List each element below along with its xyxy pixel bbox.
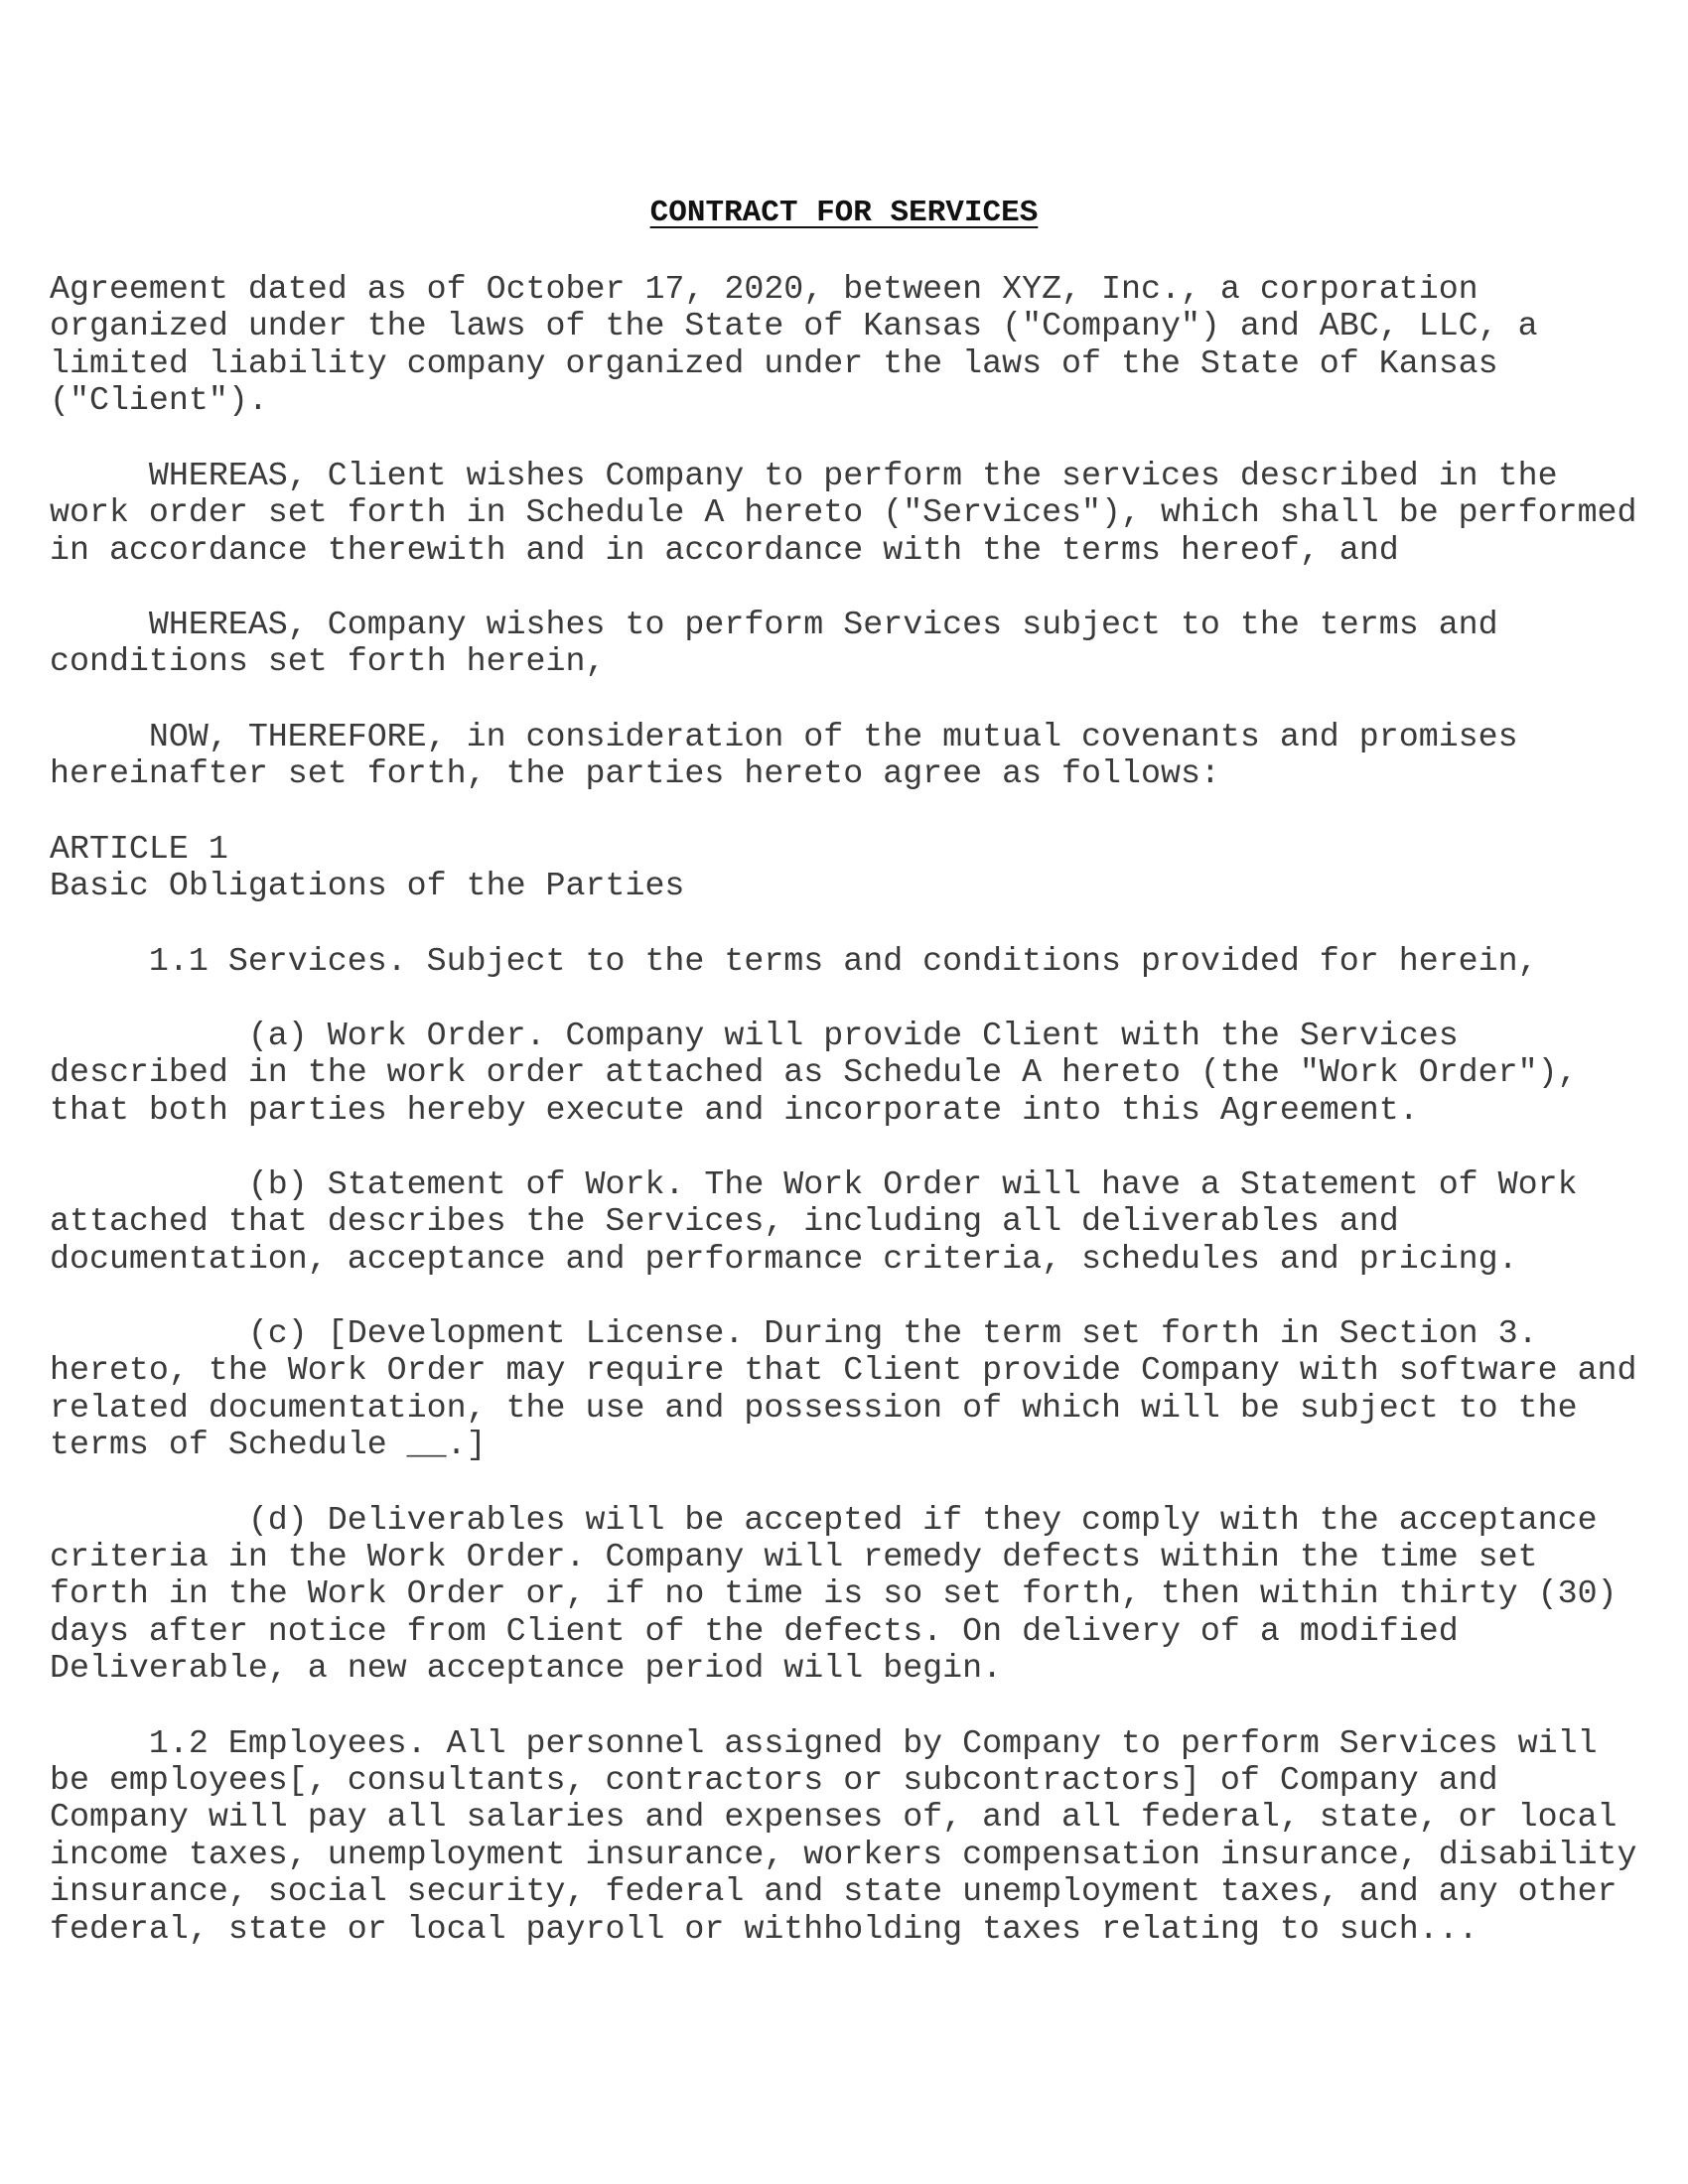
whereas-1-line-1: WHEREAS, Client wishes Company to perform the services described in the: [50, 457, 1558, 494]
whereas-1-line-2: work order set forth in Schedule A hereto ("Services"), which shall be performed: [50, 493, 1637, 531]
clause-c-line-1: (c) [Development License. During the term set forth in Section 3.: [50, 1314, 1538, 1352]
section-1-2-line-6: federal, state or local payroll or withholding taxes relating to such...: [50, 1910, 1478, 1948]
section-1-2-line-4: income taxes, unemployment insurance, workers compensation insurance, disability: [50, 1836, 1637, 1873]
clause-c-line-2: hereto, the Work Order may require that Client provide Company with software and: [50, 1351, 1637, 1389]
clause-d-line-5: Deliverable, a new acceptance period will begin.: [50, 1649, 1003, 1687]
clause-a-line-3: that both parties hereby execute and incorporate into this Agreement.: [50, 1091, 1419, 1129]
article-subheading: Basic Obligations of the Parties: [50, 867, 685, 904]
section-1-2-line-2: be employees[, consultants, contractors or subcontractors] of Company and: [50, 1761, 1498, 1799]
now-therefore-line-2: hereinafter set forth, the parties hereto agree as follows:: [50, 754, 1220, 792]
clause-b-line-1: (b) Statement of Work. The Work Order will have a Statement of Work: [50, 1165, 1578, 1203]
whereas-2-line-1: WHEREAS, Company wishes to perform Services subject to the terms and: [50, 606, 1498, 643]
whereas-1-line-3: in accordance therewith and in accordance with the terms hereof, and: [50, 531, 1399, 569]
document-title-text: CONTRACT FOR SERVICES: [649, 196, 1039, 230]
clause-d-line-3: forth in the Work Order or, if no time is so set forth, then within thirty (30): [50, 1574, 1618, 1612]
document-title: [0, 195, 1688, 232]
article-heading: ARTICLE 1: [50, 830, 228, 868]
clause-c-line-3: related documentation, the use and possession of which will be subject to the: [50, 1389, 1578, 1427]
section-1-2-line-3: Company will pay all salaries and expenses of, and all federal, state, or local: [50, 1798, 1618, 1836]
clause-d-line-1: (d) Deliverables will be accepted if they comply with the acceptance: [50, 1501, 1598, 1539]
preamble-line-2: organized under the laws of the State of Kansas ("Company") and ABC, LLC, a: [50, 307, 1538, 344]
clause-b-line-2: attached that describes the Services, including all deliverables and: [50, 1202, 1399, 1240]
preamble-line-4: ("Client").: [50, 381, 268, 419]
now-therefore-line-1: NOW, THEREFORE, in consideration of the mutual covenants and promises: [50, 718, 1518, 755]
whereas-2-line-2: conditions set forth herein,: [50, 642, 606, 680]
section-1-1-line-1: 1.1 Services. Subject to the terms and conditions provided for herein,: [50, 942, 1538, 980]
clause-a-line-2: described in the work order attached as Schedule A hereto (the "Work Order"),: [50, 1053, 1578, 1091]
clause-d-line-2: criteria in the Work Order. Company will remedy defects within the time set: [50, 1538, 1538, 1575]
clause-a-line-1: (a) Work Order. Company will provide Client with the Services: [50, 1017, 1459, 1054]
preamble-line-3: limited liability company organized under the laws of the State of Kansas: [50, 344, 1498, 382]
section-1-2-line-1: 1.2 Employees. All personnel assigned by Company to perform Services will: [50, 1724, 1598, 1762]
clause-c-line-4: terms of Schedule __.]: [50, 1426, 487, 1463]
preamble-line-1: Agreement dated as of October 17, 2020, between XYZ, Inc., a corporation: [50, 270, 1478, 308]
section-1-2-line-5: insurance, social security, federal and state unemployment taxes, and any other: [50, 1872, 1618, 1910]
clause-b-line-3: documentation, acceptance and performance criteria, schedules and pricing.: [50, 1240, 1518, 1278]
clause-d-line-4: days after notice from Client of the defects. On delivery of a modified: [50, 1612, 1459, 1650]
